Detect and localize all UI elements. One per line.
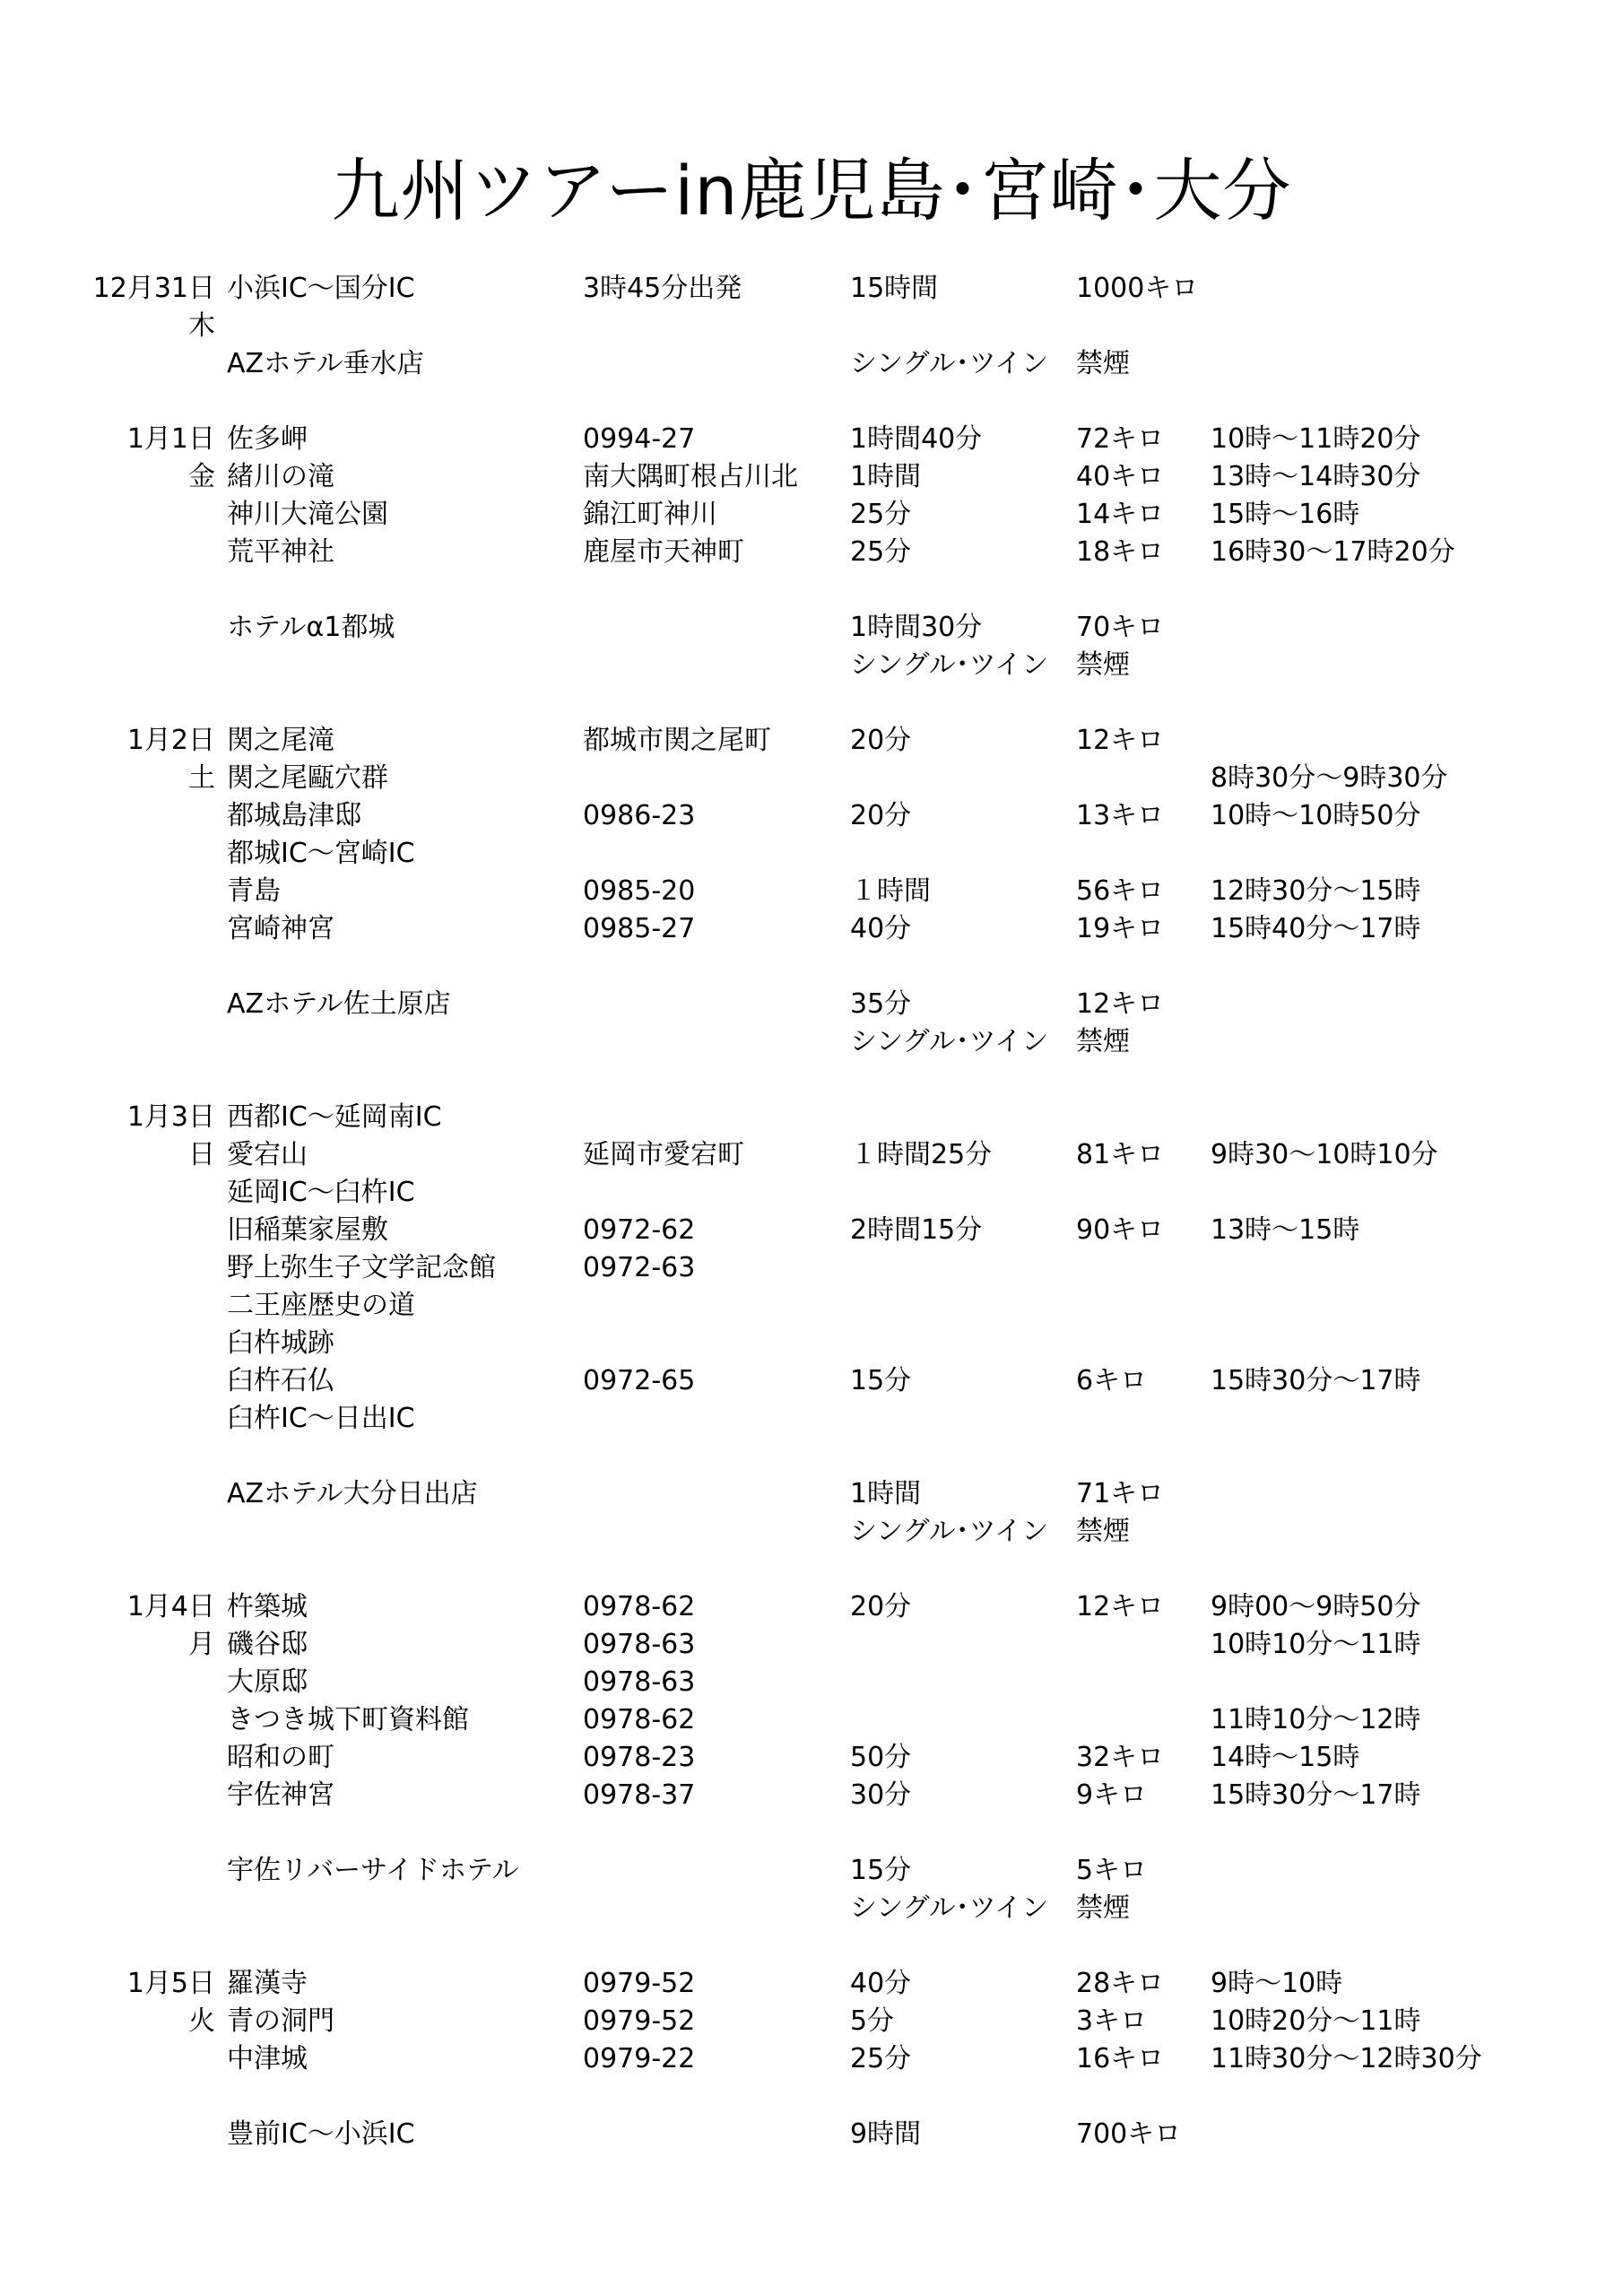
place-cell: 豊前IC～小浜IC — [227, 2118, 415, 2150]
place-cell: 都城IC～宮崎IC — [227, 838, 415, 869]
itinerary-row — [0, 1362, 1623, 1400]
itinerary-row — [0, 1099, 1623, 1136]
itinerary-row — [0, 1588, 1623, 1626]
distance-cell: 12キロ — [1076, 1591, 1165, 1622]
distance-cell: 18キロ — [1076, 536, 1165, 568]
distance-cell: 3キロ — [1076, 2005, 1148, 2037]
spacer-row — [0, 1438, 1623, 1475]
duration-cell: 20分 — [850, 725, 912, 756]
time-cell: 11時10分～12時 — [1211, 1704, 1421, 1735]
place-cell: 野上弥生子文学記念館 — [227, 1252, 496, 1283]
address-cell: 0978-63 — [583, 1666, 696, 1698]
duration-cell: 15時間 — [850, 273, 939, 304]
place-cell: 宮崎神宮 — [227, 913, 334, 944]
date-cell: 1月4日 — [126, 1591, 215, 1622]
place-cell: 小浜IC～国分IC — [227, 273, 415, 304]
address-cell: 0978-62 — [583, 1591, 696, 1622]
place-cell: 二王座歴史の道 — [227, 1290, 415, 1321]
place-cell: 神川大滝公園 — [227, 499, 388, 530]
duration-cell: 15分 — [850, 1365, 912, 1396]
duration-cell: １時間 — [850, 875, 931, 907]
itinerary-row — [0, 1400, 1623, 1438]
distance-cell: 40キロ — [1076, 461, 1165, 492]
duration-cell: 25分 — [850, 2043, 912, 2074]
time-cell: 9時00～9時50分 — [1211, 1591, 1421, 1622]
spacer-row — [0, 2078, 1623, 2116]
distance-cell: 禁煙 — [1076, 348, 1130, 379]
address-cell: 0978-37 — [583, 1779, 696, 1811]
place-cell: 旧稲葉家屋敷 — [227, 1214, 388, 1246]
weekday-cell: 金 — [188, 461, 215, 492]
place-cell: 杵築城 — [227, 1591, 308, 1622]
time-cell: 16時30～17時20分 — [1211, 536, 1455, 568]
time-cell: 12時30分～15時 — [1211, 875, 1421, 907]
itinerary-row — [0, 1739, 1623, 1777]
time-cell: 10時10分～11時 — [1211, 1629, 1421, 1660]
distance-cell: 32キロ — [1076, 1742, 1165, 1773]
itinerary-row — [0, 534, 1623, 571]
time-cell: 15時～16時 — [1211, 499, 1360, 530]
time-cell: 9時30～10時10分 — [1211, 1139, 1438, 1170]
address-cell: 0972-62 — [583, 1214, 696, 1246]
itinerary-row — [0, 1701, 1623, 1739]
place-cell: 臼杵IC～日出IC — [227, 1403, 415, 1434]
duration-cell: 40分 — [850, 1968, 912, 1999]
itinerary-row — [0, 986, 1623, 1023]
distance-cell: 19キロ — [1076, 913, 1165, 944]
itinerary-row — [0, 1174, 1623, 1212]
place-cell: 大原邸 — [227, 1666, 308, 1698]
time-cell: 9時～10時 — [1211, 1968, 1343, 1999]
address-cell: 都城市関之尾町 — [583, 725, 771, 756]
distance-cell: 70キロ — [1076, 612, 1165, 643]
duration-cell: 20分 — [850, 800, 912, 831]
itinerary-row — [0, 1325, 1623, 1362]
spacer-row — [0, 1061, 1623, 1099]
distance-cell: 9キロ — [1076, 1779, 1148, 1811]
address-cell: 0985-20 — [583, 875, 696, 907]
place-cell: 中津城 — [227, 2043, 308, 2074]
address-cell: 0979-52 — [583, 2005, 696, 2037]
itinerary-row — [0, 1212, 1623, 1249]
place-cell: 宇佐リバーサイドホテル — [227, 1855, 519, 1886]
place-cell: 青の洞門 — [227, 2005, 334, 2037]
distance-cell: 700キロ — [1076, 2118, 1182, 2150]
place-cell: 荒平神社 — [227, 536, 334, 568]
address-cell: 0994-27 — [583, 423, 696, 455]
date-cell: 1月3日 — [126, 1101, 215, 1133]
distance-cell: 90キロ — [1076, 1214, 1165, 1246]
duration-cell: シングル･ツイン — [850, 1516, 1049, 1547]
itinerary-row — [0, 1249, 1623, 1287]
address-cell: 0978-23 — [583, 1742, 696, 1773]
time-cell: 10時～11時20分 — [1211, 423, 1421, 455]
time-cell: 10時20分～11時 — [1211, 2005, 1421, 2037]
itinerary-row — [0, 345, 1623, 383]
place-cell: 佐多岬 — [227, 423, 308, 455]
date-cell: 12月31日 — [92, 273, 215, 304]
duration-cell: シングル･ツイン — [850, 1892, 1049, 1924]
time-cell: 8時30分～9時30分 — [1211, 762, 1448, 794]
weekday-cell: 土 — [188, 762, 215, 794]
distance-cell: 禁煙 — [1076, 1026, 1130, 1057]
duration-cell: 1時間40分 — [850, 423, 983, 455]
weekday-cell: 火 — [188, 2005, 215, 2037]
place-cell: ホテルα1都城 — [227, 612, 395, 643]
duration-cell: １時間25分 — [850, 1139, 993, 1170]
place-cell: 愛宕山 — [227, 1139, 308, 1170]
itinerary-row — [0, 496, 1623, 534]
duration-cell: 5分 — [850, 2005, 895, 2037]
itinerary-row — [0, 1136, 1623, 1174]
date-cell: 1月5日 — [126, 1968, 215, 1999]
place-cell: きつき城下町資料館 — [227, 1704, 469, 1735]
weekday-cell: 日 — [188, 1139, 215, 1170]
time-cell: 15時30分～17時 — [1211, 1365, 1421, 1396]
place-cell: 緒川の滝 — [227, 461, 334, 492]
duration-cell: シングル･ツイン — [850, 348, 1049, 379]
itinerary-row — [0, 1777, 1623, 1814]
itinerary-row — [0, 270, 1623, 308]
itinerary-row — [0, 308, 1623, 345]
distance-cell: 13キロ — [1076, 800, 1165, 831]
duration-cell: 25分 — [850, 536, 912, 568]
date-cell: 1月1日 — [126, 423, 215, 455]
duration-cell: シングル･ツイン — [850, 1026, 1049, 1057]
place-cell: 羅漢寺 — [227, 1968, 308, 1999]
spacer-row — [0, 948, 1623, 986]
distance-cell: 16キロ — [1076, 2043, 1165, 2074]
distance-cell: 12キロ — [1076, 988, 1165, 1020]
itinerary-row — [0, 1513, 1623, 1551]
duration-cell: シングル･ツイン — [850, 649, 1049, 681]
place-cell: 臼杵石仏 — [227, 1365, 334, 1396]
distance-cell: 28キロ — [1076, 1968, 1165, 1999]
duration-cell: 30分 — [850, 1779, 912, 1811]
duration-cell: 15分 — [850, 1855, 912, 1886]
date-cell: 1月2日 — [126, 725, 215, 756]
itinerary-row — [0, 1287, 1623, 1325]
itinerary-row — [0, 1626, 1623, 1664]
itinerary-list — [0, 270, 1623, 2153]
weekday-cell: 木 — [188, 310, 215, 342]
itinerary-row — [0, 760, 1623, 797]
time-cell: 15時30分～17時 — [1211, 1779, 1421, 1811]
itinerary-row — [0, 609, 1623, 647]
address-cell: 0978-63 — [583, 1629, 696, 1660]
duration-cell: 25分 — [850, 499, 912, 530]
itinerary-row — [0, 458, 1623, 496]
itinerary-row — [0, 835, 1623, 873]
itinerary-row — [0, 722, 1623, 760]
itinerary-row — [0, 1475, 1623, 1513]
place-cell: 臼杵城跡 — [227, 1327, 334, 1359]
duration-cell: 35分 — [850, 988, 912, 1020]
spacer-row — [0, 571, 1623, 609]
address-cell: 0979-52 — [583, 1968, 696, 1999]
place-cell: 関之尾滝 — [227, 725, 334, 756]
place-cell: 西都IC～延岡南IC — [227, 1101, 442, 1133]
spacer-row — [0, 1814, 1623, 1852]
address-cell: 0979-22 — [583, 2043, 696, 2074]
duration-cell: 40分 — [850, 913, 912, 944]
distance-cell: 72キロ — [1076, 423, 1165, 455]
itinerary-row — [0, 910, 1623, 948]
distance-cell: 禁煙 — [1076, 1516, 1130, 1547]
place-cell: AZホテル垂水店 — [227, 348, 424, 379]
place-cell: 延岡IC～臼杵IC — [227, 1177, 415, 1208]
time-cell: 11時30分～12時30分 — [1211, 2043, 1482, 2074]
duration-cell: 20分 — [850, 1591, 912, 1622]
itinerary-row — [0, 2003, 1623, 2040]
time-cell: 15時40分～17時 — [1211, 913, 1421, 944]
itinerary-row — [0, 1023, 1623, 1061]
place-cell: 磯谷邸 — [227, 1629, 308, 1660]
duration-cell: 2時間15分 — [850, 1214, 983, 1246]
distance-cell: 1000キロ — [1076, 273, 1199, 304]
distance-cell: 禁煙 — [1076, 1892, 1130, 1924]
address-cell: 3時45分出発 — [583, 273, 742, 304]
place-cell: 青島 — [227, 875, 281, 907]
time-cell: 13時～14時30分 — [1211, 461, 1421, 492]
weekday-cell: 月 — [188, 1629, 215, 1660]
address-cell: 南大隅町根占川北 — [583, 461, 798, 492]
distance-cell: 56キロ — [1076, 875, 1165, 907]
itinerary-row — [0, 1664, 1623, 1701]
distance-cell: 12キロ — [1076, 725, 1165, 756]
distance-cell: 71キロ — [1076, 1478, 1165, 1509]
itinerary-row — [0, 873, 1623, 910]
distance-cell: 5キロ — [1076, 1855, 1148, 1886]
itinerary-row — [0, 1852, 1623, 1890]
itinerary-row — [0, 647, 1623, 684]
address-cell: 延岡市愛宕町 — [583, 1139, 744, 1170]
place-cell: AZホテル佐土原店 — [227, 988, 451, 1020]
document-title: 九州ツアーin鹿児島･宮崎･大分 — [331, 151, 1292, 230]
place-cell: 宇佐神宮 — [227, 1779, 334, 1811]
distance-cell: 禁煙 — [1076, 649, 1130, 681]
place-cell: 昭和の町 — [227, 1742, 334, 1773]
itinerary-row — [0, 2040, 1623, 2078]
duration-cell: 1時間 — [850, 461, 922, 492]
itinerary-row — [0, 1890, 1623, 1927]
distance-cell: 6キロ — [1076, 1365, 1148, 1396]
itinerary-row — [0, 797, 1623, 835]
address-cell: 0972-63 — [583, 1252, 696, 1283]
itinerary-row — [0, 421, 1623, 458]
distance-cell: 14キロ — [1076, 499, 1165, 530]
address-cell: 鹿屋市天神町 — [583, 536, 744, 568]
place-cell: 都城島津邸 — [227, 800, 361, 831]
address-cell: 0985-27 — [583, 913, 696, 944]
spacer-row — [0, 1927, 1623, 1965]
spacer-row — [0, 684, 1623, 722]
duration-cell: 1時間 — [850, 1478, 922, 1509]
place-cell: 関之尾甌穴群 — [227, 762, 388, 794]
spacer-row — [0, 1551, 1623, 1588]
place-cell: AZホテル大分日出店 — [227, 1478, 478, 1509]
address-cell: 0978-62 — [583, 1704, 696, 1735]
spacer-row — [0, 383, 1623, 421]
duration-cell: 9時間 — [850, 2118, 922, 2150]
address-cell: 錦江町神川 — [583, 499, 717, 530]
distance-cell: 81キロ — [1076, 1139, 1165, 1170]
duration-cell: 50分 — [850, 1742, 912, 1773]
time-cell: 10時～10時50分 — [1211, 800, 1421, 831]
time-cell: 13時～15時 — [1211, 1214, 1360, 1246]
duration-cell: 1時間30分 — [850, 612, 983, 643]
address-cell: 0986-23 — [583, 800, 696, 831]
itinerary-row — [0, 1965, 1623, 2003]
itinerary-row — [0, 2116, 1623, 2153]
address-cell: 0972-65 — [583, 1365, 696, 1396]
time-cell: 14時～15時 — [1211, 1742, 1360, 1773]
